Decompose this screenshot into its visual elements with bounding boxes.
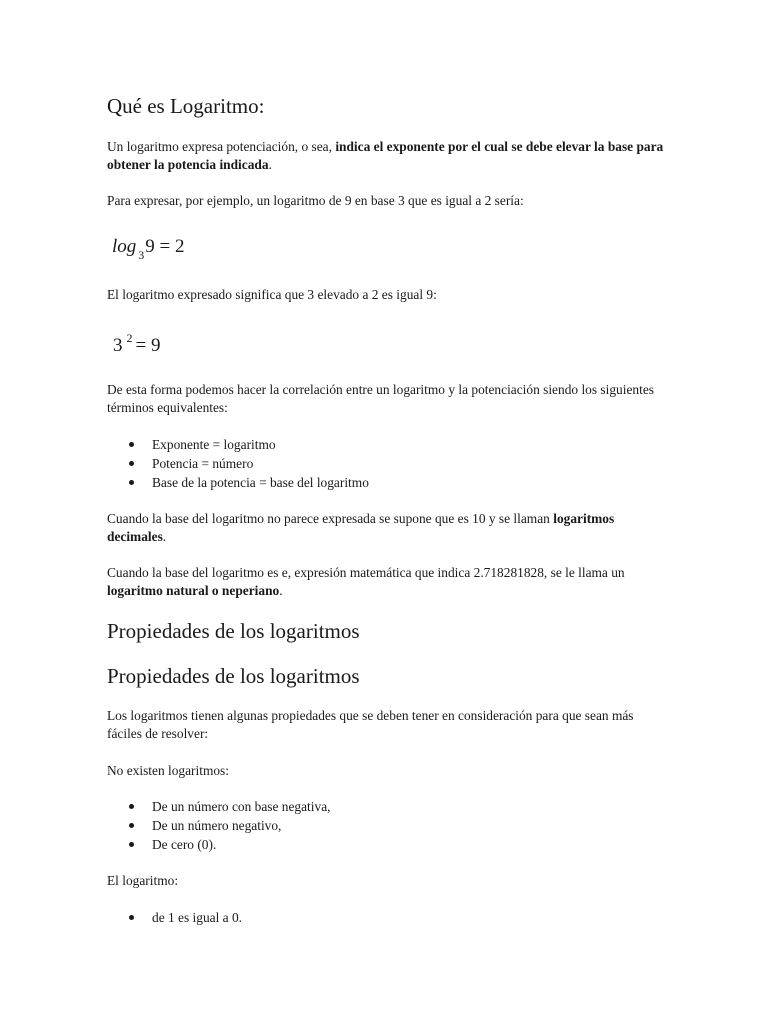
list-item	[107, 908, 242, 927]
bullet-icon	[129, 480, 134, 485]
bullet-icon	[129, 842, 134, 847]
list-item	[107, 435, 369, 454]
list-item-text: De un número con base negativa,	[152, 799, 331, 814]
formula-log-rest: 9 = 2	[145, 236, 185, 257]
list-equivalences	[107, 435, 369, 492]
heading-propiedades-b: Propiedades de los logaritmos	[107, 664, 360, 688]
paragraph-properties-intro: Los logaritmos tienen algunas propiedades que se deben tener en consideración para que sean más fáciles de resolver:	[107, 708, 634, 741]
bullet-icon	[129, 804, 134, 809]
decimal-tail: .	[162, 529, 167, 544]
formula-power-exp: 2	[126, 331, 133, 345]
list-item	[107, 454, 369, 473]
decimal-bold: logaritmos decimales	[107, 511, 615, 544]
decimal-text: Cuando la base del logaritmo no parece expresada se supone que es 10 y se llaman	[107, 511, 554, 526]
list-item	[107, 473, 369, 492]
formula-log-word: log	[112, 236, 137, 257]
bullet-icon	[129, 915, 134, 920]
bullet-icon	[129, 823, 134, 828]
paragraph-natural-logs	[107, 564, 667, 600]
definition-tail: .	[268, 157, 272, 172]
list-item-text: De cero (0).	[152, 837, 217, 852]
formula-power	[113, 331, 161, 358]
paragraph-definition	[107, 138, 667, 174]
bullet-icon	[129, 461, 134, 466]
natural-tail: .	[279, 583, 283, 598]
formula-power-rest: = 9	[135, 335, 161, 356]
list-item-text: Potencia = número	[152, 456, 254, 471]
paragraph-example-intro: Para expresar, por ejemplo, un logaritmo de 9 en base 3 que es igual a 2 sería:	[107, 193, 524, 208]
paragraph-correlation: De esta forma podemos hacer la correlación entre un logaritmo y la potenciación siendo los siguientes términos equivalentes:	[107, 382, 654, 415]
list-item-text: Base de la potencia = base del logaritmo	[152, 475, 369, 490]
heading-propiedades-a: Propiedades de los logaritmos	[107, 619, 360, 643]
definition-bold: indica el exponente por el cual se debe elevar la base para obtener la potencia indicada	[107, 139, 664, 172]
bullet-icon	[129, 442, 134, 447]
paragraph-el-logaritmo: El logaritmo:	[107, 873, 179, 888]
list-item-text: de 1 es igual a 0.	[152, 910, 242, 925]
definition-text: Un logaritmo expresa potenciación, o sea,	[107, 139, 336, 154]
formula-log	[112, 236, 185, 262]
natural-text: Cuando la base del logaritmo es e, expresión matemática que indica 2.718281828, se le llama un	[107, 565, 625, 580]
list-item	[107, 835, 330, 854]
natural-bold: logaritmo natural o neperiano	[107, 583, 280, 598]
list-item-text: Exponente = logaritmo	[152, 437, 276, 452]
paragraph-decimal-logs	[107, 510, 667, 546]
list-item	[107, 816, 330, 835]
formula-power-base: 3	[113, 335, 123, 356]
heading-que-es-logaritmo: Qué es Logaritmo:	[107, 94, 265, 118]
list-item	[107, 797, 330, 816]
formula-log-base: 3	[138, 248, 145, 262]
list-item-text: De un número negativo,	[152, 818, 282, 833]
paragraph-meaning: El logaritmo expresado significa que 3 elevado a 2 es igual 9:	[107, 287, 437, 302]
paragraph-no-existen: No existen logaritmos:	[107, 763, 229, 778]
list-no-existen	[107, 797, 330, 854]
list-el-logaritmo	[107, 908, 242, 927]
